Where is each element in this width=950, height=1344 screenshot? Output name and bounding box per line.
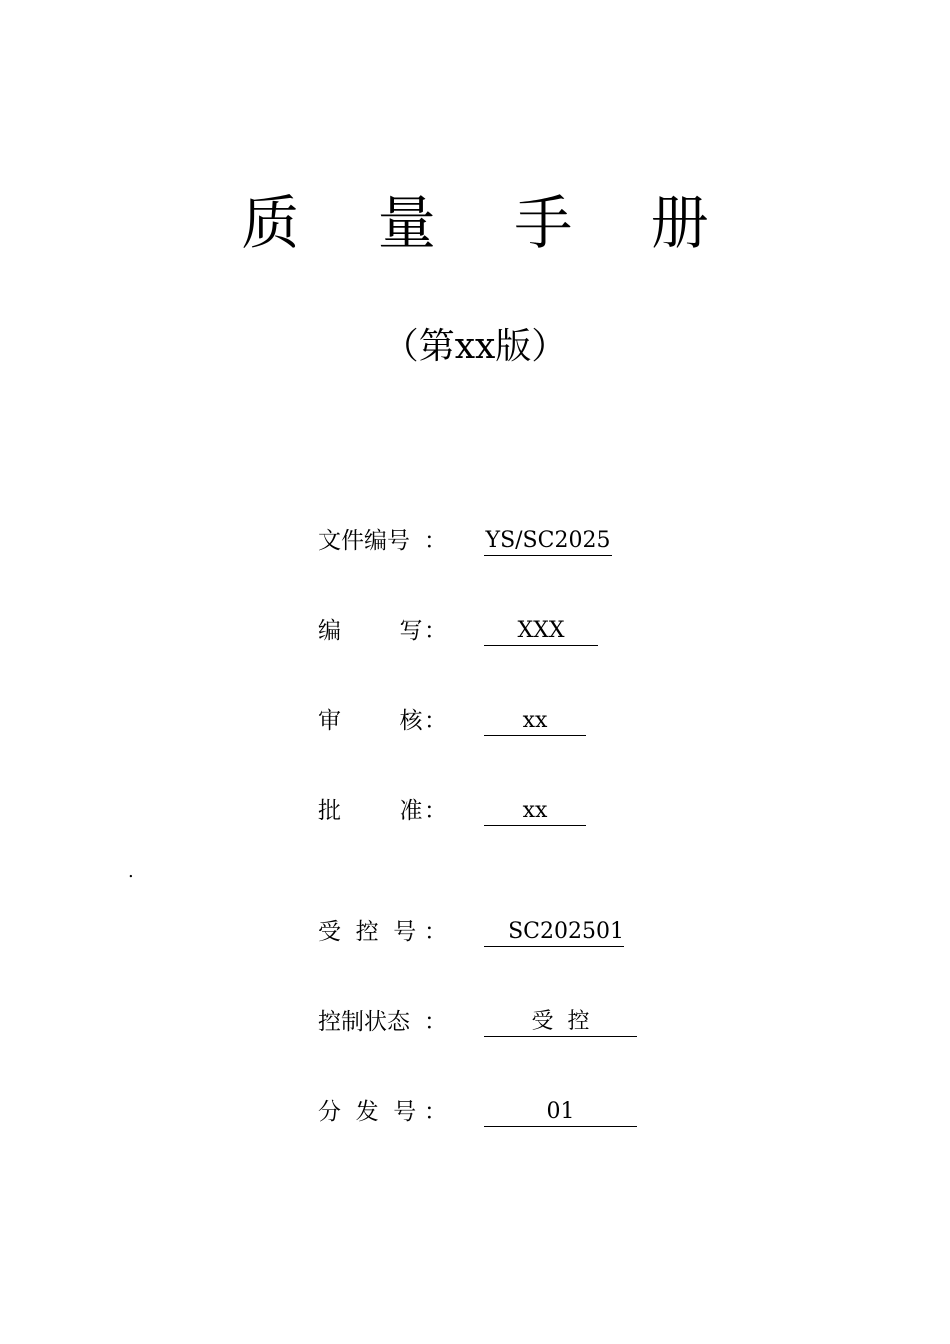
- field-label: 编 写: [318, 618, 423, 644]
- field-value: xx: [484, 796, 586, 826]
- field-control-number: [318, 917, 718, 947]
- field-colon: ：: [424, 1099, 447, 1125]
- field-reviewer: [318, 706, 718, 736]
- field-label: 审 核: [318, 708, 423, 734]
- field-value: 01: [484, 1097, 637, 1127]
- stray-dot: .: [128, 861, 134, 882]
- field-value: 受 控: [484, 1007, 637, 1037]
- field-colon: ：: [424, 798, 447, 824]
- field-colon: ：: [424, 1009, 447, 1035]
- field-colon: ：: [424, 618, 447, 644]
- field-distribution-number: [318, 1097, 718, 1127]
- field-control-status: [318, 1007, 718, 1037]
- field-label: 受 控 号: [318, 919, 417, 945]
- field-value: XXX: [484, 616, 598, 646]
- field-colon: ：: [424, 708, 447, 734]
- field-value: YS/SC2025: [484, 526, 612, 556]
- field-colon: ：: [424, 919, 447, 945]
- edition-label: （第xx版）: [382, 326, 568, 367]
- field-file-number: [318, 526, 718, 556]
- field-author: [318, 616, 718, 646]
- document-title: 质 量 手 册: [241, 189, 739, 257]
- field-approver: [318, 796, 718, 826]
- field-label: 控制状态: [318, 1009, 410, 1035]
- field-value: SC202501: [484, 917, 624, 947]
- field-label: 分 发 号: [318, 1099, 417, 1125]
- field-value: xx: [484, 706, 586, 736]
- field-colon: ：: [424, 528, 447, 554]
- field-label: 批 准: [318, 798, 423, 824]
- field-label: 文件编号: [318, 528, 410, 554]
